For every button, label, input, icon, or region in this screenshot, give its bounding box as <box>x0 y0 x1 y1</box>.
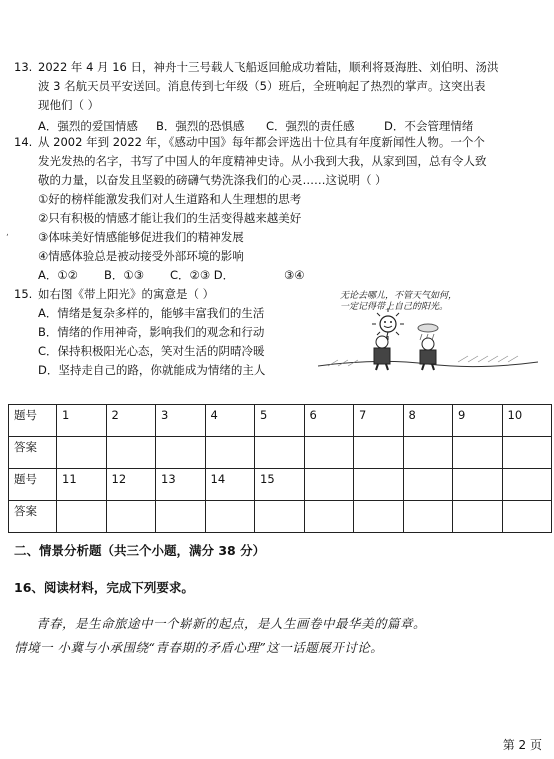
q14-statement-1: ①好的榜样能激发我们对人生道路和人生理想的思考 <box>38 192 302 206</box>
q13-line3: 现他们（ ） <box>38 98 100 112</box>
q14-options <box>38 266 305 285</box>
section-2-heading: 二、情景分析题（共三个小题，满分 38 分） <box>14 543 266 558</box>
question-number-cell <box>354 469 404 501</box>
question-number-cell <box>403 469 453 501</box>
q14-statement-4: ④情感体验总是被动接受外部环境的影响 <box>38 249 244 263</box>
question-number-cell: 15 <box>255 469 305 501</box>
answer-cell[interactable] <box>156 501 206 533</box>
ink-speck: , <box>6 228 9 238</box>
material-paragraph-1: 青春，是生命旅途中一个崭新的起点，是人生画卷中最华美的篇章。 <box>36 616 427 631</box>
cartoon-with-sunshine <box>318 288 538 372</box>
row-label-question: 题号 <box>9 405 57 437</box>
question-number-cell: 11 <box>57 469 107 501</box>
question-number-cell: 12 <box>106 469 156 501</box>
answer-cell[interactable] <box>156 437 206 469</box>
question-number-cell: 3 <box>156 405 206 437</box>
q15-option-b: B．情绪的作用神奇，影响我们的观念和行动 <box>38 325 265 339</box>
q14-line1: 14. 从 2002 年到 2022 年，《感动中国》每年都会评选出十位具有年度新闻性人物。一个个 <box>14 133 485 152</box>
q14-line3: 敬的力量，以奋发且坚毅的磅礴气势洗涤我们的心灵……这说明（ ） <box>38 173 387 187</box>
q14-option-c: C．②③ D． <box>170 268 235 282</box>
question-number-cell: 5 <box>255 405 305 437</box>
q15-number: 15. <box>14 287 33 301</box>
question-number-cell: 4 <box>205 405 255 437</box>
q15-option-c: C．保持积极阳光心态，笑对生活的阴晴冷暖 <box>38 344 265 358</box>
question-number-cell: 7 <box>354 405 404 437</box>
scenario-one-paragraph: 情境一 小冀与小承围绕“青春期的矛盾心理”这一话题展开讨论。 <box>14 640 384 655</box>
answer-cell[interactable] <box>453 501 503 533</box>
answer-cell[interactable] <box>106 501 156 533</box>
answer-cell[interactable] <box>57 437 107 469</box>
answer-cell[interactable] <box>255 501 305 533</box>
question-number-cell: 10 <box>502 405 552 437</box>
answer-cell[interactable] <box>205 501 255 533</box>
table-row <box>9 469 552 501</box>
q14-option-a: A．①② <box>38 268 78 282</box>
q15-stem: 15. 如右图《带上阳光》的寓意是（ ） <box>14 285 214 304</box>
answer-cell[interactable] <box>304 437 354 469</box>
answer-cell[interactable] <box>57 501 107 533</box>
q13-line1: 13. 2022 年 4 月 16 日，神舟十三号载人飞船返回舱成功着陆，顺利将聂海胜、刘伯明、汤洪 <box>14 58 499 77</box>
q14-option-b: B．①③ <box>104 268 145 282</box>
q13-number: 13. <box>14 60 33 74</box>
answer-cell[interactable] <box>354 437 404 469</box>
answer-cell[interactable] <box>502 501 552 533</box>
q13-option-c: C．强烈的责任感 <box>266 119 355 133</box>
answer-cell[interactable] <box>403 501 453 533</box>
table-row <box>9 405 552 437</box>
table-row <box>9 437 552 469</box>
q13-option-b: B．强烈的恐惧感 <box>156 119 245 133</box>
question-number-cell: 8 <box>403 405 453 437</box>
cartoon-caption-2: 一定记得带上自己的阳光。 <box>340 302 449 312</box>
answer-table <box>8 404 552 533</box>
question-number-cell: 13 <box>156 469 206 501</box>
table-row <box>9 501 552 533</box>
answer-cell[interactable] <box>453 437 503 469</box>
question-number-cell <box>304 469 354 501</box>
row-label-answer: 答案 <box>9 437 57 469</box>
q13-line2: 波 3 名航天员平安送回。消息传到七年级（5）班后，全班响起了热烈的掌声。这突出表 <box>38 79 486 93</box>
question-number-cell <box>502 469 552 501</box>
cartoon-caption-1: 无论去哪儿，不管天气如何， <box>340 291 458 301</box>
answer-cell[interactable] <box>205 437 255 469</box>
q13-option-a: A．强烈的爱国情感 <box>38 119 138 133</box>
answer-cell[interactable] <box>403 437 453 469</box>
question-number-cell: 2 <box>106 405 156 437</box>
q15-option-a: A．情绪是复杂多样的，能够丰富我们的生活 <box>38 306 265 320</box>
row-label-question: 题号 <box>9 469 57 501</box>
answer-cell[interactable] <box>304 501 354 533</box>
q15-option-d: D．坚持走自己的路，你就能成为情绪的主人 <box>38 363 266 377</box>
page-number: 第 2 页 <box>502 738 542 752</box>
question-number-cell: 14 <box>205 469 255 501</box>
q16-heading: 16、阅读材料，完成下列要求。 <box>14 580 194 595</box>
question-number-cell: 9 <box>453 405 503 437</box>
cartoon-drawing <box>318 288 538 372</box>
q14-number: 14. <box>14 135 33 149</box>
answer-cell[interactable] <box>255 437 305 469</box>
q14-statement-3: ③体味美好情感能够促进我们的精神发展 <box>38 230 244 244</box>
answer-cell[interactable] <box>502 437 552 469</box>
answer-cell[interactable] <box>354 501 404 533</box>
question-number-cell: 1 <box>57 405 107 437</box>
question-number-cell <box>453 469 503 501</box>
answer-cell[interactable] <box>106 437 156 469</box>
q14-statement-2: ②只有积极的情感才能让我们的生活变得越来越美好 <box>38 211 302 225</box>
question-number-cell: 6 <box>304 405 354 437</box>
q13-option-d: D．不会管理情绪 <box>384 119 474 133</box>
q14-line2: 发光发热的名字，书写了中国人的年度精神史诗。从小我到大我，从家到国，总有令人致 <box>38 154 487 168</box>
row-label-answer: 答案 <box>9 501 57 533</box>
q14-option-d: ③④ <box>284 268 305 282</box>
